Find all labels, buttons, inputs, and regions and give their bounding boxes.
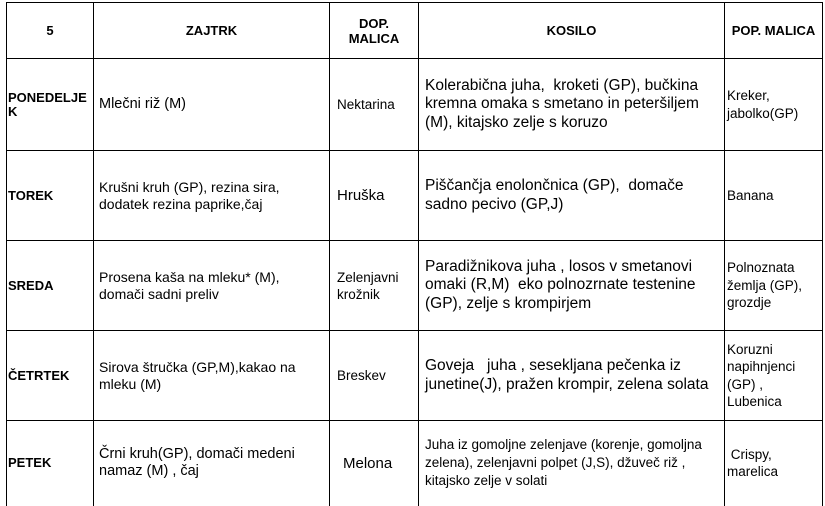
day-label: ČETRTEK: [7, 331, 94, 421]
lunch-cell: Paradižnikova juha , losos v smetanovi omaki (R,M) eko polnozrnate testenine (GP), zelje s krompirjem: [419, 241, 725, 331]
morning-snack-cell: Hruška: [330, 151, 419, 241]
day-label: TOREK: [7, 151, 94, 241]
breakfast-cell: Prosena kaša na mleku* (M), domači sadni preliv: [94, 241, 330, 331]
afternoon-snack-cell: Kreker, jabolko(GP): [725, 59, 823, 151]
afternoon-snack-header: POP. MALICA: [725, 3, 823, 59]
lunch-cell: Goveja juha , sesekljana pečenka iz junetine(J), pražen krompir, zelena solata: [419, 331, 725, 421]
breakfast-cell: Sirova štručka (GP,M),kakao na mleku (M): [94, 331, 330, 421]
header-row: [7, 3, 823, 59]
lunch-cell: Kolerabična juha, kroketi (GP), bučkina kremna omaka s smetano in peteršiljem (M), kitajsko zelje s koruzo: [419, 59, 725, 151]
menu-row-tuesday: [7, 151, 823, 241]
afternoon-snack-cell: Banana: [725, 151, 823, 241]
day-label: PONEDELJE K: [7, 59, 94, 151]
morning-snack-cell: Melona: [330, 421, 419, 506]
lunch-header: KOSILO: [419, 3, 725, 59]
afternoon-snack-cell: Crispy, marelica: [725, 421, 823, 506]
week-number-header: 5: [7, 3, 94, 59]
breakfast-cell: Krušni kruh (GP), rezina sira, dodatek rezina paprike,čaj: [94, 151, 330, 241]
morning-snack-header: DOP. MALICA: [330, 3, 419, 59]
breakfast-cell: Črni kruh(GP), domači medeni namaz (M) , čaj: [94, 421, 330, 506]
morning-snack-cell: Breskev: [330, 331, 419, 421]
menu-row-thursday: [7, 331, 823, 421]
day-label: PETEK: [7, 421, 94, 506]
weekly-menu-table: [6, 2, 823, 506]
breakfast-header: ZAJTRK: [94, 3, 330, 59]
menu-row-friday: [7, 421, 823, 506]
afternoon-snack-cell: Koruzni napihnjenci (GP) , Lubenica: [725, 331, 823, 421]
menu-row-monday: [7, 59, 823, 151]
menu-row-wednesday: [7, 241, 823, 331]
morning-snack-cell: Nektarina: [330, 59, 419, 151]
lunch-cell: Juha iz gomoljne zelenjave (korenje, gomoljna zelena), zelenjavni polpet (J,S), džuveč riž , kitajsko zelje v solati: [419, 421, 725, 506]
breakfast-cell: Mlečni riž (M): [94, 59, 330, 151]
lunch-cell: Piščančja enolončnica (GP), domače sadno pecivo (GP,J): [419, 151, 725, 241]
day-label: SREDA: [7, 241, 94, 331]
morning-snack-cell: Zelenjavni krožnik: [330, 241, 419, 331]
afternoon-snack-cell: Polnoznata žemlja (GP), grozdje: [725, 241, 823, 331]
